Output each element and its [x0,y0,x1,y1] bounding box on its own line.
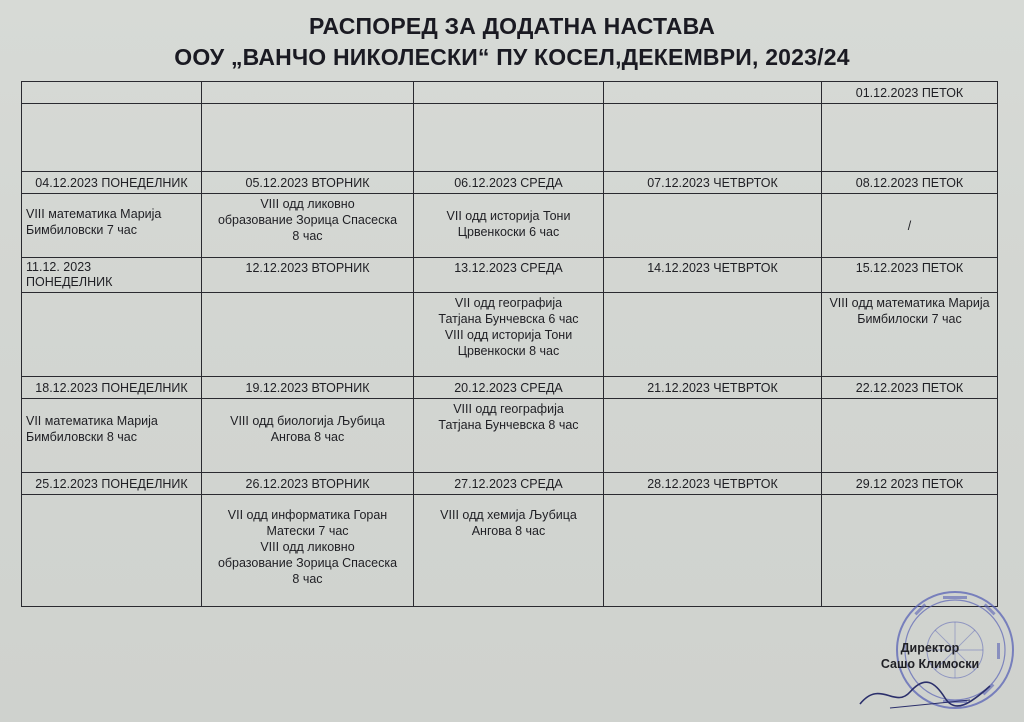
week-4-content-row [22,399,998,473]
day-cell: 28.12.2023 ЧЕТВРТОК [604,473,822,495]
entry-line: Бимбиловски 7 час [26,223,137,237]
schedule-table [21,81,998,607]
entry-line: VIII одд математика Марија [829,296,990,310]
signature-role: Директор [900,641,960,655]
schedule-cell [414,104,604,172]
schedule-cell [822,194,998,258]
schedule-cell [414,495,604,607]
schedule-cell [202,399,414,473]
schedule-cell [22,194,202,258]
day-cell: 21.12.2023 ЧЕТВРТОК [604,377,822,399]
entry-line: Татјана Бунчевска 8 час [438,418,579,432]
entry-line: Татјана Бунчевска 6 час [438,312,579,326]
entry-line: VII математика Марија [26,414,158,428]
day-cell: 01.12.2023 ПЕТОК [822,82,998,104]
schedule-cell [604,399,822,473]
document-subtitle: ООУ „ВАНЧО НИКОЛЕСКИ“ ПУ КОСЕЛ,ДЕКЕМВРИ, 2023/24 [174,44,850,70]
handwritten-signature [850,674,1000,714]
schedule-cell [822,293,998,377]
schedule-cell [202,104,414,172]
schedule-cell [202,495,414,607]
signature-block [830,640,990,714]
day-cell: 04.12.2023 ПОНЕДЕЛНИК [22,172,202,194]
week-5-header-row [22,473,998,495]
entry-line: VIII математика Марија [26,207,162,221]
week-1-content-row [22,104,998,172]
schedule-cell [604,194,822,258]
entry-line: Ангова 8 час [471,524,546,538]
entry-line: Бимбиловски 8 час [26,430,137,444]
day-cell: 15.12.2023 ПЕТОК [822,258,998,293]
day-cell: 05.12.2023 ВТОРНИК [202,172,414,194]
schedule-cell [414,194,604,258]
day-cell: 18.12.2023 ПОНЕДЕЛНИК [22,377,202,399]
schedule-cell [414,293,604,377]
schedule-cell [822,399,998,473]
entry-line: Црвенкоски 6 час [457,225,560,239]
week-3-header-row [22,258,998,293]
entry-line: Црвенкоски 8 час [457,344,560,358]
schedule-cell [22,495,202,607]
entry-line: VIII одд ликовно [260,540,355,554]
schedule-cell [22,293,202,377]
entry-line: VIII одд биологија Љубица [230,414,385,428]
entry-line: Матески 7 час [266,524,349,538]
schedule-cell [604,495,822,607]
entry-line: / [907,219,912,233]
day-cell [202,82,414,104]
week-2-header-row [22,172,998,194]
day-date: 11.12. 2023 [26,260,92,274]
day-cell: 07.12.2023 ЧЕТВРТОК [604,172,822,194]
document-title: РАСПОРЕД ЗА ДОДАТНА НАСТАВА [308,13,716,39]
day-cell: 22.12.2023 ПЕТОК [822,377,998,399]
day-cell: 20.12.2023 СРЕДА [414,377,604,399]
day-weekday: ПОНЕДЕЛНИК [26,275,113,289]
day-cell: 13.12.2023 СРЕДА [414,258,604,293]
day-cell: 27.12.2023 СРЕДА [414,473,604,495]
entry-line: образование Зорица Спасеска [217,213,398,227]
schedule-cell [202,293,414,377]
day-cell: 08.12.2023 ПЕТОК [822,172,998,194]
day-cell: 12.12.2023 ВТОРНИК [202,258,414,293]
week-5-content-row [22,495,998,607]
day-cell: 26.12.2023 ВТОРНИК [202,473,414,495]
entry-line: 8 час [292,572,323,586]
entry-line: Ангова 8 час [270,430,345,444]
week-3-content-row [22,293,998,377]
schedule-cell [604,104,822,172]
day-cell [22,258,202,293]
week-2-content-row [22,194,998,258]
schedule-cell [22,399,202,473]
entry-line: 8 час [292,229,323,243]
schedule-cell [822,104,998,172]
day-cell: 14.12.2023 ЧЕТВРТОК [604,258,822,293]
entry-line: VIII одд хемија Љубица [440,508,577,522]
day-cell [22,82,202,104]
schedule-cell [22,104,202,172]
day-cell: 29.12 2023 ПЕТОК [822,473,998,495]
signature-name: Сашо Климоски [880,657,980,671]
day-cell [604,82,822,104]
entry-line: VIII одд географија [453,402,564,416]
day-cell [414,82,604,104]
entry-line: Бимбилоски 7 час [857,312,962,326]
entry-line: VIII одд ликовно [260,197,355,211]
schedule-cell [414,399,604,473]
day-cell: 06.12.2023 СРЕДА [414,172,604,194]
entry-line: образование Зорица Спасеска [217,556,398,570]
entry-line: VII одд информатика Горан [227,508,388,522]
entry-line: VII одд географија [454,296,563,310]
entry-line: VII одд историја Тони [446,209,571,223]
entry-line: VIII одд историја Тони [444,328,573,342]
week-4-header-row [22,377,998,399]
schedule-cell [604,293,822,377]
day-cell: 19.12.2023 ВТОРНИК [202,377,414,399]
week-1-header-row [22,82,998,104]
schedule-cell [202,194,414,258]
day-cell: 25.12.2023 ПОНЕДЕЛНИК [22,473,202,495]
